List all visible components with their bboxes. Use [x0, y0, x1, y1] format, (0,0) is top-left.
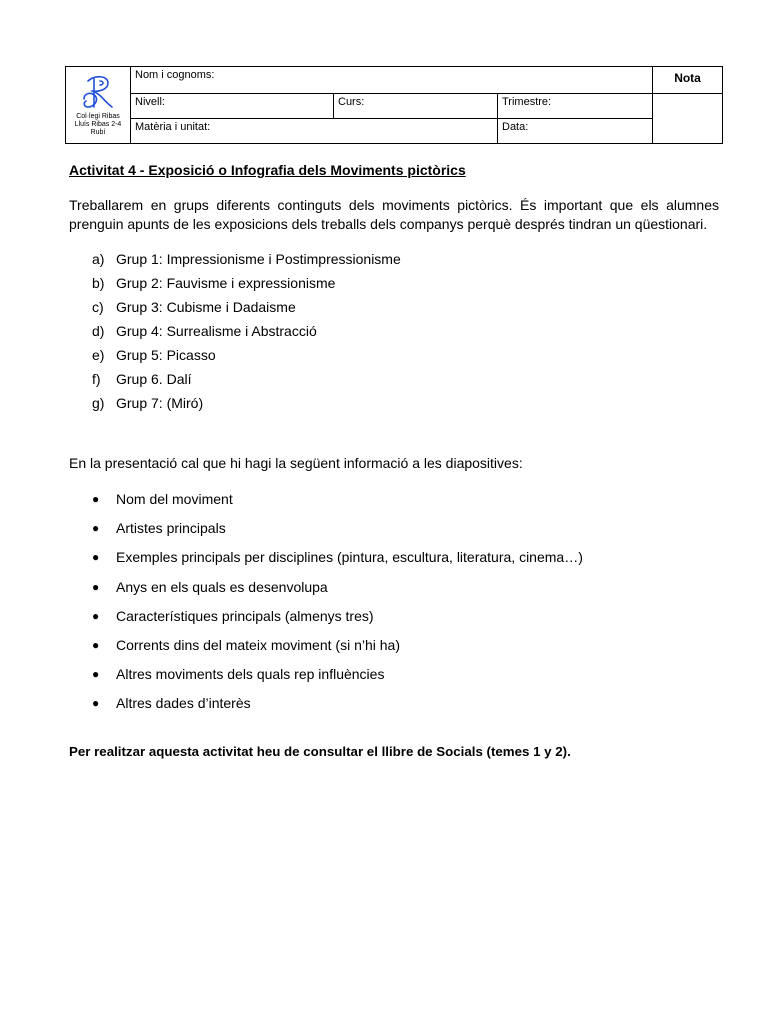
list-item: [92, 694, 583, 723]
list-item: [92, 490, 583, 519]
bullet-icon: ●: [92, 550, 100, 565]
list-item-text: Grup 4: Surrealisme i Abstracció: [116, 323, 317, 339]
bullet-icon: ●: [92, 492, 100, 506]
date-field[interactable]: Data:: [498, 119, 653, 144]
list-item: [92, 250, 401, 274]
bullet-icon: ●: [92, 637, 100, 652]
list-item-text: Grup 2: Fauvisme i expressionisme: [116, 275, 336, 291]
list-item-text: Grup 1: Impressionisme i Postimpressionisme: [116, 251, 401, 267]
school-logo: [66, 67, 131, 144]
list-marker: b): [92, 275, 105, 291]
list-item-text: Grup 6. Dalí: [116, 371, 192, 387]
bullet-icon: ●: [92, 608, 100, 623]
list-item-text: Altres moviments dels quals rep influències: [116, 666, 385, 683]
list-item-text: Altres dades d’interès: [116, 695, 251, 712]
list-marker: f): [92, 371, 101, 387]
list-item-text: Grup 7: (Miró): [116, 395, 204, 411]
list-marker: d): [92, 323, 105, 339]
list-marker: g): [92, 395, 105, 411]
list-item: [92, 298, 401, 322]
bullet-icon: ●: [92, 521, 100, 536]
list-marker: a): [92, 251, 105, 267]
list-item-text: Característiques principals (almenys tres): [116, 607, 374, 624]
list-item-text: Grup 5: Picasso: [116, 347, 216, 363]
grade-field[interactable]: [653, 94, 723, 144]
closing-instruction: Per realitzar aquesta activitat heu de consultar el llibre de Socials (temes 1 y 2).: [69, 744, 571, 759]
bullet-icon: ●: [92, 696, 100, 711]
list-item: [92, 274, 401, 298]
list-item-text: Anys en els quals es desenvolupa: [116, 578, 328, 595]
list-item: [92, 578, 583, 607]
bullet-icon: ●: [92, 667, 100, 682]
list-item-text: Grup 3: Cubisme i Dadaisme: [116, 299, 296, 315]
header-table: [65, 66, 723, 144]
bullet-icon: ●: [92, 579, 100, 594]
groups-list: [92, 250, 401, 418]
intro-paragraph: Treballarem en grups diferents continguts dels moviments pictòrics. És important que els alumnes prenguin apunts de les exposicions dels treballs dels companys perquè després tindran un qüestionari.: [69, 197, 719, 232]
list-item: [92, 636, 583, 665]
list-item: [92, 394, 401, 418]
school-name: Col·legi Ribas: [76, 113, 120, 120]
grade-label: Nota: [653, 67, 723, 94]
list-item: [92, 370, 401, 394]
list-item: [92, 519, 583, 548]
school-city: Rubí: [90, 129, 106, 136]
list-item-text: Nom del moviment: [116, 491, 233, 507]
level-field[interactable]: Nivell:: [131, 94, 334, 119]
list-item: [92, 665, 583, 694]
list-marker: c): [92, 299, 104, 315]
list-item-text: Exemples principals per disciplines (pintura, escultura, literatura, cinema…): [116, 549, 583, 566]
list-item-text: Artistes principals: [116, 520, 226, 537]
list-item: [92, 322, 401, 346]
course-field[interactable]: Curs:: [334, 94, 498, 119]
list-item-text: Corrents dins del mateix moviment (si n’hi ha): [116, 636, 400, 653]
school-address: Lluís Ribas 2-4: [74, 121, 122, 128]
presentation-intro: En la presentació cal que hi hagi la següent informació a les diapositives:: [69, 455, 523, 471]
subject-field[interactable]: Matèria i unitat:: [131, 119, 498, 144]
list-item: [92, 607, 583, 636]
requirements-list: [92, 490, 583, 724]
list-item: [92, 346, 401, 370]
term-field[interactable]: Trimestre:: [498, 94, 653, 119]
school-monogram-icon: [80, 73, 116, 113]
activity-title: Activitat 4 - Exposició o Infografia dels Moviments pictòrics: [69, 162, 466, 178]
list-marker: e): [92, 347, 105, 363]
name-field[interactable]: Nom i cognoms:: [131, 67, 653, 94]
list-item: [92, 548, 583, 577]
